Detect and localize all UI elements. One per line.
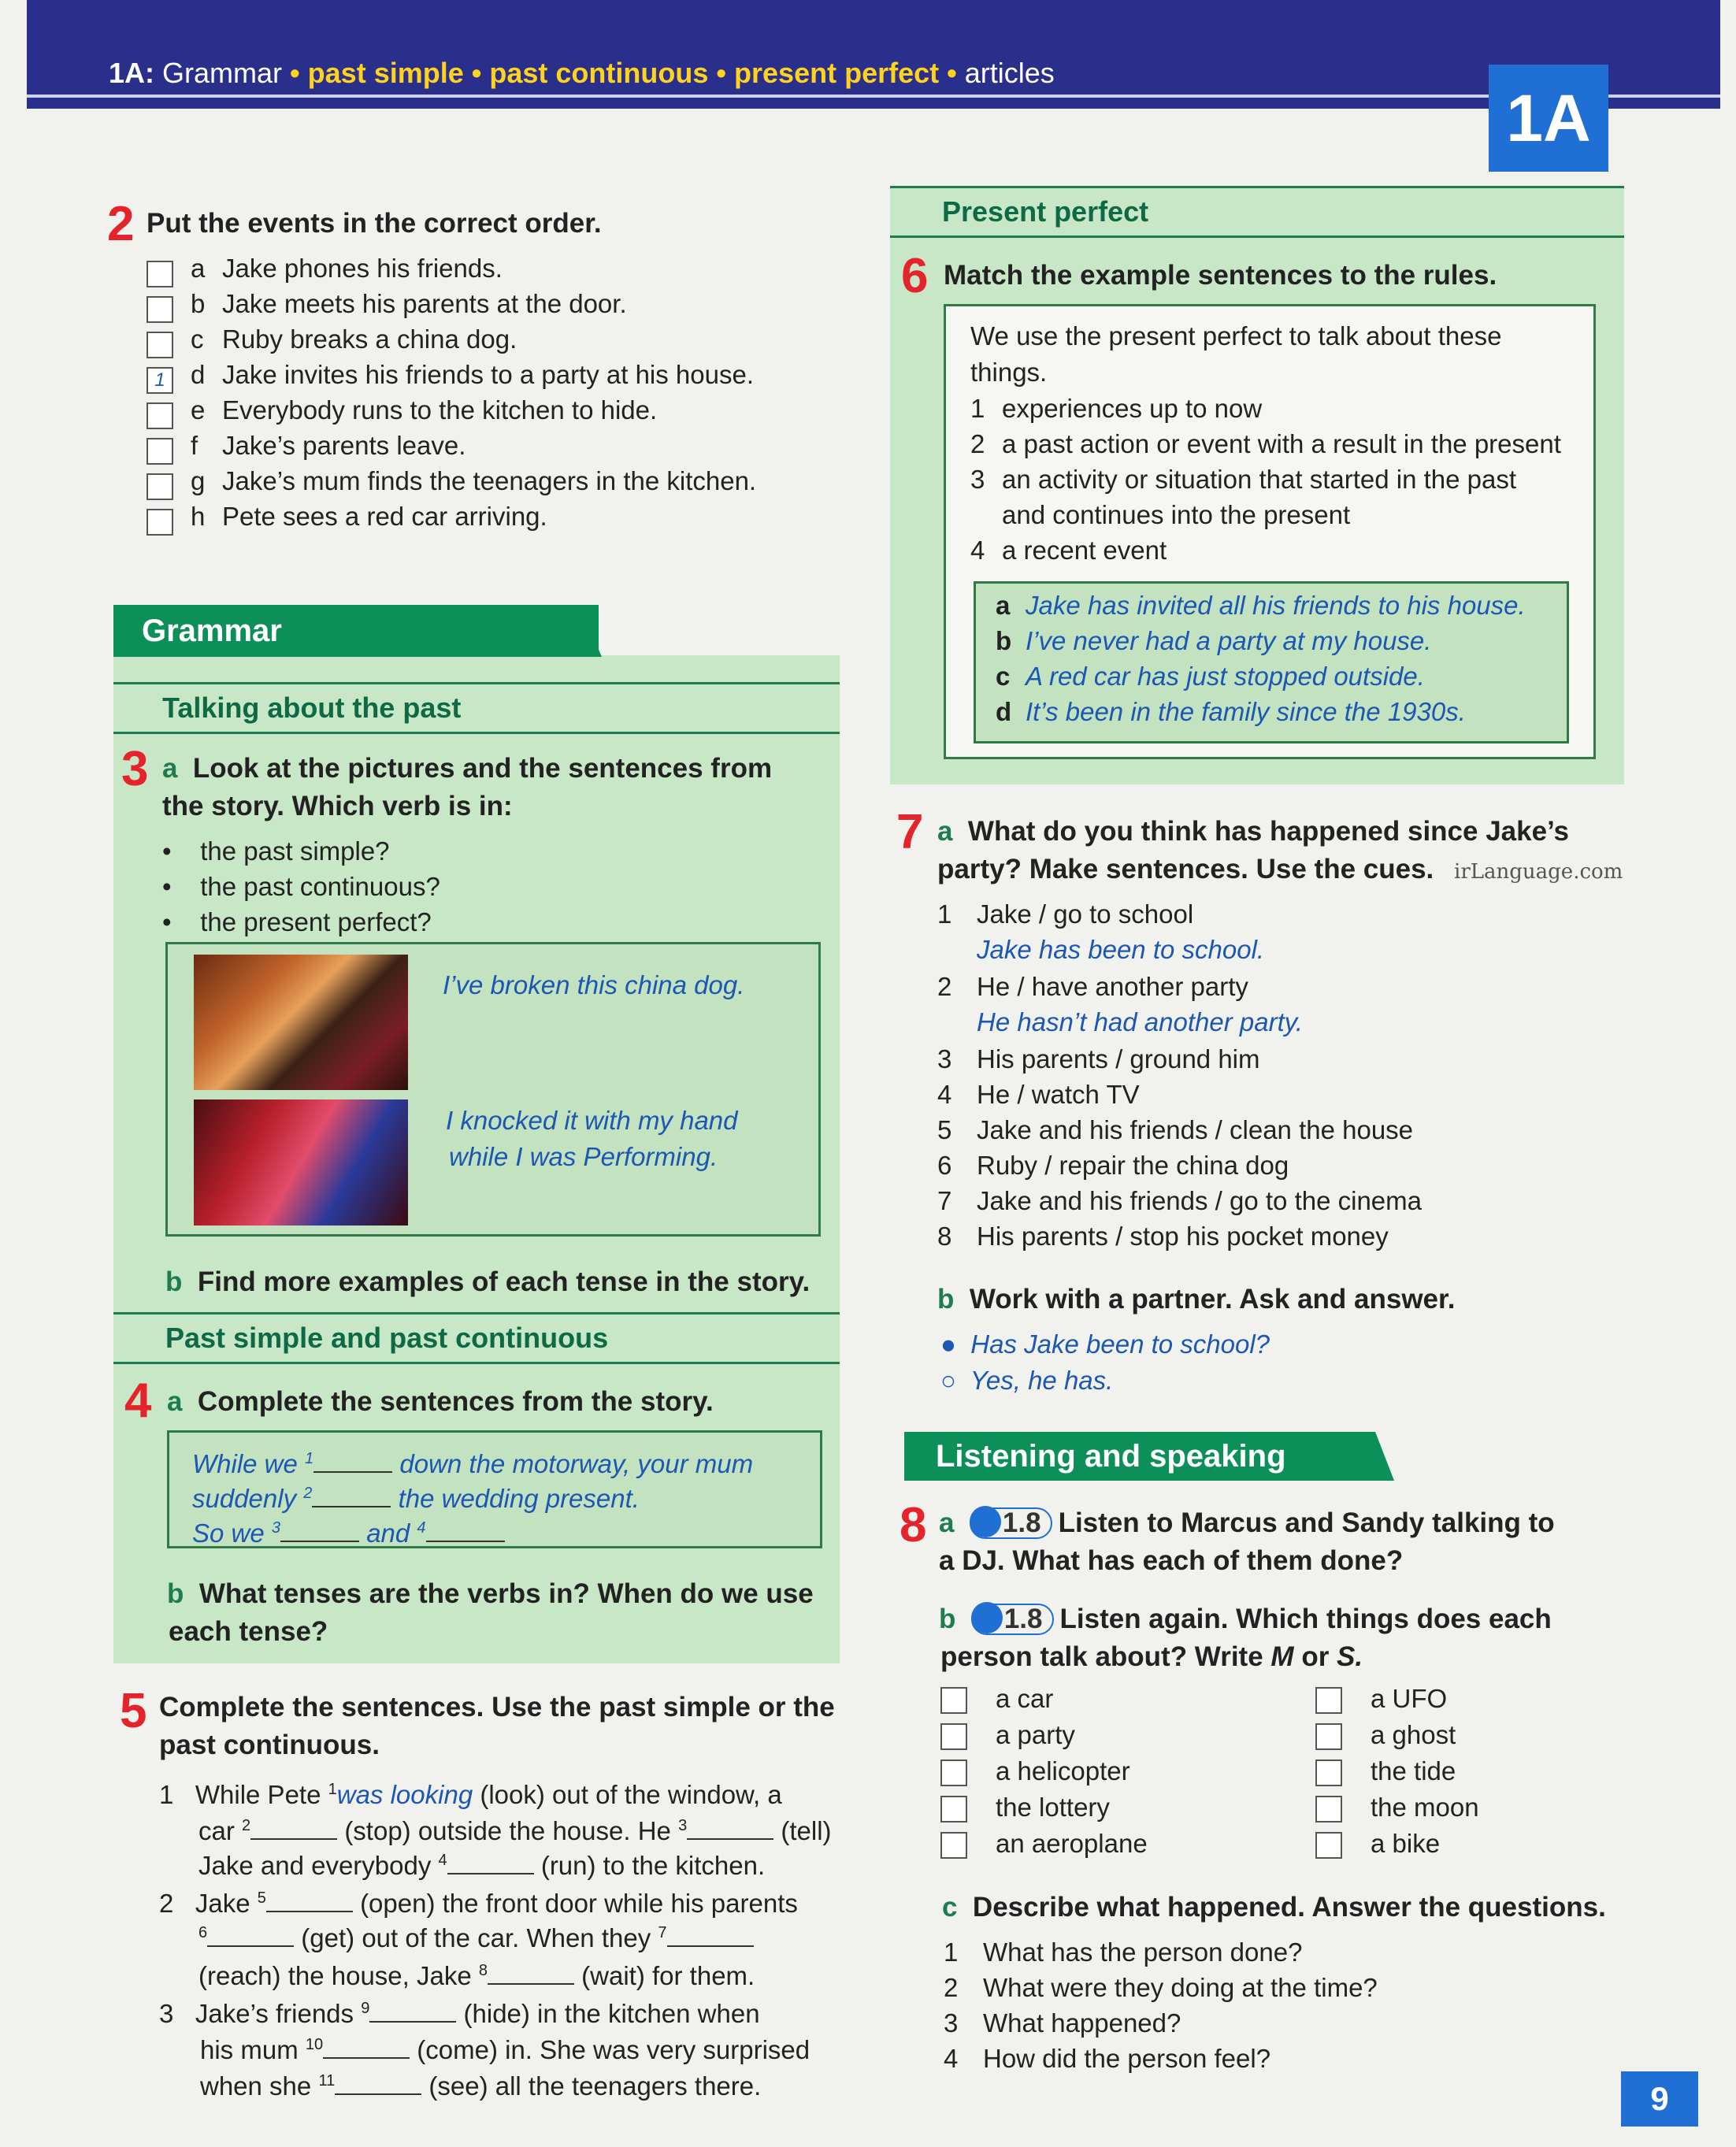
part-a-label: a [937, 816, 953, 847]
exercise-7b-text: Work with a partner. Ask and answer. [969, 1284, 1456, 1315]
answer-box[interactable] [940, 1796, 967, 1823]
exercise-8a [939, 1504, 1555, 1542]
cue-text: His parents / ground him [977, 1044, 1260, 1074]
exercise-8a-line2: a DJ. What has each of them done? [939, 1545, 1404, 1576]
ex5-text: Jake and everybody [198, 1851, 432, 1880]
exercise-2-list [147, 250, 855, 542]
ex8-right-list [1315, 1681, 1615, 1862]
item-text: a ghost [1371, 1720, 1456, 1749]
ex5-text: (hide) in the kitchen when [463, 1999, 760, 2028]
rule-text: a recent event [1002, 536, 1167, 565]
audio-track-button[interactable] [970, 1507, 1052, 1539]
exercise-4b-line2: each tense? [169, 1616, 328, 1647]
list-item [944, 1934, 1605, 1970]
gap-8-blank[interactable] [488, 1983, 574, 1985]
gap-5-blank[interactable] [266, 1911, 353, 1912]
cue-answer: Jake has been to school. [977, 935, 1265, 964]
ex4-text: While we [192, 1449, 298, 1478]
exercise-6-title: Match the example sentences to the rules. [944, 260, 1497, 291]
gap-number: 10 [305, 2036, 324, 2053]
answer-box[interactable] [940, 1687, 967, 1714]
talking-about-past-heading: Talking about the past [113, 682, 840, 734]
header-bar [27, 0, 1720, 109]
item-text: Jake phones his friends. [222, 254, 503, 283]
exercise-8b-line2 [940, 1638, 1363, 1676]
track-number: 1.8 [1002, 1507, 1041, 1538]
ex8b-letter-s: S. [1337, 1641, 1363, 1672]
exercise-7-number: 7 [896, 805, 924, 859]
ex5-text: Jake’s friends [195, 1999, 354, 2028]
bullet-text: the past simple? [200, 836, 390, 866]
part-a-label: a [162, 753, 178, 784]
gap-number: 5 [257, 1889, 266, 1907]
item-text: Jake’s mum finds the teenagers in the kitchen. [222, 466, 757, 495]
past-simple-continuous-heading: Past simple and past continuous [113, 1312, 840, 1364]
exercise-3b-text: Find more examples of each tense in the story. [197, 1266, 811, 1297]
list-item [970, 462, 1593, 497]
item-text: the lottery [996, 1793, 1110, 1822]
sentence-number: 1 [159, 1780, 174, 1809]
list-item [937, 896, 1615, 932]
example-letter: b [996, 626, 1012, 655]
list-item [996, 694, 1563, 729]
question-number: 4 [944, 2044, 959, 2073]
gap-number: 3 [271, 1519, 281, 1537]
order-box[interactable]: 1 [147, 367, 173, 394]
part-b-label: b [165, 1266, 183, 1297]
example-text: A red car has just stopped outside. [1026, 662, 1425, 691]
list-item [147, 250, 503, 287]
part-c-label: c [942, 1892, 958, 1923]
track-number: 1.8 [1003, 1604, 1043, 1634]
cue-number: 2 [937, 972, 952, 1001]
gap-2-blank[interactable] [250, 1838, 337, 1840]
part-b-label: b [937, 1284, 955, 1315]
list-item [996, 623, 1563, 658]
exercise-2-title: Put the events in the correct order. [147, 208, 602, 239]
exercise-3-title [162, 750, 772, 788]
list-item [970, 532, 1593, 568]
item-text: Pete sees a red car arriving. [222, 502, 547, 531]
exercise-5-title-line2: past continuous. [159, 1730, 380, 1760]
question-text: How did the person feel? [983, 2044, 1271, 2073]
ex4-text: and [366, 1518, 410, 1548]
part-b-label: b [167, 1578, 184, 1609]
exercise-6-number: 6 [901, 249, 929, 303]
order-box[interactable] [147, 473, 173, 500]
topic-articles: articles [964, 57, 1055, 89]
question-text: What happened? [983, 2008, 1181, 2038]
cue-text: Jake / go to school [977, 899, 1194, 929]
topic-separator: • [947, 57, 957, 89]
rule-text: and continues into the present [1002, 500, 1351, 529]
exercise-8c-title: Describe what happened. Answer the questions. [972, 1892, 1606, 1923]
list-item [944, 2005, 1605, 2041]
order-box[interactable] [147, 296, 173, 323]
cue-number: 7 [937, 1186, 952, 1215]
item-text: Everybody runs to the kitchen to hide. [222, 395, 658, 425]
cue-number: 1 [937, 899, 952, 929]
ex5-text: (run) to the kitchen. [540, 1851, 766, 1880]
unit-badge: 1A [1489, 65, 1608, 172]
example-text: Jake has invited all his friends to his house. [1026, 591, 1526, 620]
list-item [937, 1148, 1615, 1183]
rule-number: 4 [970, 536, 985, 565]
list-item [937, 1112, 1615, 1148]
ex8b-letter-m: M [1270, 1641, 1294, 1672]
exercise-3-bullets [162, 833, 714, 940]
rules-list [970, 391, 1593, 568]
exercise-4b-line1: What tenses are the verbs in? When do we use [198, 1578, 814, 1609]
ex5-text: (open) the front door while his parents [360, 1889, 798, 1918]
heading-arrow-shape [1366, 1432, 1394, 1481]
list-item [147, 286, 627, 323]
exercise-4-title [167, 1383, 714, 1421]
watermark-text: irLanguage.com [1454, 860, 1623, 884]
question-text: What were they doing at the time? [983, 1973, 1378, 2002]
list-item [970, 426, 1593, 462]
exercise-8a-line1: Listen to Marcus and Sandy talking to [1058, 1507, 1555, 1538]
order-box[interactable] [147, 438, 173, 465]
list-item [940, 1789, 1256, 1826]
present-perfect-heading: Present perfect [890, 186, 1624, 238]
gap-9-blank[interactable] [369, 2021, 456, 2023]
list-item [937, 1077, 1615, 1112]
unit-code: 1A: [109, 57, 155, 89]
sentence-number: 3 [159, 1999, 174, 2028]
list-item [940, 1717, 1256, 1753]
gap-11-blank[interactable] [335, 2093, 421, 2095]
cue-text: He / watch TV [977, 1080, 1140, 1109]
rule-number: 3 [970, 465, 985, 494]
ex5-text: his mum [200, 2035, 299, 2064]
ex5-text: (come) in. She was very surprised [417, 2035, 811, 2064]
exercise-3-number: 3 [121, 742, 149, 796]
gap-number: 6 [198, 1924, 208, 1941]
order-box[interactable] [147, 261, 173, 287]
answer-box[interactable] [1315, 1687, 1342, 1714]
order-box[interactable] [147, 509, 173, 536]
dialogue-question [940, 1326, 1270, 1362]
gap-number: 2 [242, 1817, 251, 1834]
item-letter: a [191, 254, 206, 283]
grammar-heading: Grammar [113, 605, 599, 657]
heading-arrow-shape [570, 605, 602, 657]
ex5-s3-line3 [200, 2064, 761, 2104]
gap-number: 7 [658, 1924, 667, 1941]
item-letter: d [191, 360, 206, 389]
example-text: It’s been in the family since the 1930s. [1026, 697, 1466, 726]
list-item: • the past continuous? [162, 872, 440, 901]
gap-number: 4 [438, 1852, 447, 1869]
ex5-text: While Pete [195, 1780, 321, 1809]
ex5-s1-line1 [159, 1772, 782, 1812]
ex5-s3-line1 [159, 1991, 760, 2031]
listening-heading: Listening and speaking [904, 1432, 1366, 1481]
exercise-8b [939, 1600, 1552, 1638]
ex5-text: car [198, 1816, 235, 1845]
ex8-left-list [940, 1681, 1256, 1862]
story-photo-performing [194, 1099, 408, 1226]
item-letter: h [191, 502, 206, 531]
item-text: Jake meets his parents at the door. [222, 289, 627, 318]
item-letter: b [191, 289, 206, 318]
item-text: the moon [1371, 1793, 1479, 1822]
example-answer: was looking [336, 1780, 473, 1809]
answer-box[interactable] [1315, 1832, 1342, 1859]
list-item [147, 357, 754, 394]
question-text: What has the person done? [983, 1937, 1303, 1967]
ex5-text: (stop) outside the house. He [344, 1816, 671, 1845]
topic-past-continuous: past continuous [489, 57, 709, 89]
rule-text: experiences up to now [1002, 394, 1263, 423]
ex4-text: So we [192, 1518, 265, 1548]
item-text: Jake invites his friends to a party at his house. [222, 360, 755, 389]
example-letter: c [996, 662, 1011, 691]
exercise-7-cues [937, 896, 1615, 1254]
rule-text: an activity or situation that started in the past [1002, 465, 1517, 494]
rule-text: a past action or event with a result in the present [1002, 429, 1561, 458]
cue-number: 8 [937, 1222, 952, 1251]
item-text: a party [996, 1720, 1075, 1749]
item-letter: f [191, 431, 198, 460]
ex5-text: (look) out of the window, a [480, 1780, 782, 1809]
topic-separator: • [290, 57, 300, 89]
question-number: 2 [944, 1973, 959, 2002]
rule-number: 2 [970, 429, 985, 458]
cue-text: Ruby / repair the china dog [977, 1151, 1289, 1180]
ex8b-text: person talk about? Write [940, 1641, 1263, 1672]
ex5-text: when she [200, 2071, 312, 2101]
item-letter: c [191, 324, 204, 354]
example-letter: d [996, 697, 1012, 726]
list-item [996, 658, 1563, 694]
list-item [970, 497, 1593, 532]
ex8b-text: or [1301, 1641, 1330, 1672]
exercise-3b [165, 1263, 810, 1301]
list-item [1315, 1826, 1615, 1862]
story-quote-1: I’ve broken this china dog. [443, 970, 745, 999]
gap-4-blank[interactable] [447, 1873, 534, 1874]
exercise-5-title-line1: Complete the sentences. Use the past simple or the [159, 1692, 835, 1722]
part-a-label: a [167, 1386, 183, 1417]
item-text: the tide [1371, 1756, 1456, 1785]
question-number: 1 [944, 1937, 959, 1967]
cue-answer: He hasn’t had another party. [977, 1007, 1303, 1036]
circle-bullet-icon: ○ [940, 1366, 956, 1395]
list-item [996, 588, 1563, 623]
audio-cd-icon [970, 1506, 1001, 1537]
list-item [147, 463, 756, 500]
sentence-number: 2 [159, 1889, 174, 1918]
bullet-text: the past continuous? [200, 872, 440, 901]
ex5-s2-line2 [198, 1915, 754, 1956]
dialogue-question-text: Has Jake been to school? [970, 1329, 1270, 1359]
example-text: I’ve never had a party at my house. [1026, 626, 1432, 655]
exercise-8c [942, 1889, 1606, 1926]
list-item [944, 2041, 1605, 2076]
topic-separator: • [716, 57, 727, 89]
answer-box[interactable] [1315, 1796, 1342, 1823]
list-item [1315, 1753, 1615, 1789]
answer-box[interactable] [940, 1760, 967, 1786]
list-item [970, 391, 1593, 426]
cue-text: Jake and his friends / clean the house [977, 1115, 1414, 1144]
answer-box[interactable] [1315, 1723, 1342, 1750]
ex5-text: (reach) the house, Jake [198, 1961, 472, 1990]
list-item [1315, 1789, 1615, 1826]
list-item [940, 1753, 1256, 1789]
list-item [940, 1681, 1256, 1717]
cue-number: 5 [937, 1115, 952, 1144]
gap-6-blank[interactable] [207, 1945, 294, 1947]
part-a-label: a [939, 1507, 955, 1538]
ex5-text: (get) out of the car. When they [301, 1923, 651, 1952]
exercise-7b [937, 1281, 1455, 1318]
ex5-text: Jake [195, 1889, 250, 1918]
ex5-text: (wait) for them. [581, 1961, 755, 1990]
answer-box[interactable] [1315, 1760, 1342, 1786]
exercise-7-title-line1: What do you think has happened since Jake’s [967, 816, 1569, 847]
exercise-3-title-line1: Look at the pictures and the sentences from [192, 753, 773, 784]
order-box[interactable] [147, 332, 173, 358]
exercise-8-number: 8 [900, 1498, 927, 1552]
exercise-4b [167, 1575, 814, 1613]
item-letter: g [191, 466, 206, 495]
item-text: Jake’s parents leave. [222, 431, 466, 460]
list-item [1315, 1717, 1615, 1753]
gap-number: 8 [478, 1962, 488, 1979]
answer-box[interactable] [940, 1832, 967, 1859]
exercise-4-title-text: Complete the sentences from the story. [197, 1386, 714, 1417]
item-text: an aeroplane [996, 1829, 1148, 1858]
part-b-label: b [939, 1604, 956, 1634]
gap-number: 9 [361, 2000, 370, 2017]
list-item [147, 392, 657, 429]
list-item [147, 321, 517, 358]
cue-text: His parents / stop his pocket money [977, 1222, 1389, 1251]
ex5-text: (see) all the teenagers there. [428, 2071, 762, 2101]
exercise-7-title-line2-row [937, 851, 1623, 891]
page-number: 9 [1621, 2071, 1698, 2127]
ex5-s2-line3 [198, 1953, 755, 1993]
exercise-7-title-line2: party? Make sentences. Use the cues. [937, 854, 1434, 884]
item-text: a car [996, 1684, 1054, 1713]
topic-separator: • [471, 57, 482, 89]
gap-number: 4 [417, 1519, 426, 1537]
exercise-2-number: 2 [107, 197, 135, 251]
item-text: a UFO [1371, 1684, 1448, 1713]
story-quote-2-line1: I knocked it with my hand [446, 1106, 738, 1135]
exercise-8b-line1: Listen again. Which things does each [1059, 1604, 1552, 1634]
gap-1-blank[interactable] [313, 1471, 392, 1473]
cue-text: He / have another party [977, 972, 1248, 1001]
topic-present-perfect: present perfect [734, 57, 940, 89]
answer-box[interactable] [940, 1723, 967, 1750]
dialogue-answer-text: Yes, he has. [970, 1366, 1114, 1395]
audio-cd-icon [971, 1602, 1003, 1633]
cue-text: Jake and his friends / go to the cinema [977, 1186, 1422, 1215]
cue-number: 6 [937, 1151, 952, 1180]
gap-number: 3 [678, 1817, 688, 1834]
story-quote-2-line2: while I was Performing. [449, 1142, 718, 1171]
list-item [147, 428, 466, 465]
list-item [940, 1826, 1256, 1862]
audio-track-button[interactable] [971, 1604, 1054, 1635]
ex4-text: suddenly [192, 1484, 297, 1513]
gap-number: 11 [318, 2072, 336, 2090]
cue-number: 3 [937, 1044, 952, 1074]
list-item [147, 499, 547, 536]
list-item: • the past simple? [162, 836, 390, 866]
exercise-5-number: 5 [120, 1684, 147, 1738]
gap-7-blank[interactable] [667, 1945, 754, 1947]
ex4-text: down the motorway, your mum [399, 1449, 754, 1478]
rule-number: 1 [970, 394, 985, 423]
item-text: Ruby breaks a china dog. [222, 324, 517, 354]
gap-number: 1 [328, 1781, 337, 1798]
list-item [937, 1041, 1615, 1077]
ex5-text: (tell) [781, 1816, 832, 1845]
ex4-text: the wedding present. [398, 1484, 640, 1513]
exercise-4-number: 4 [124, 1374, 152, 1428]
topic-grammar-label: Grammar [162, 57, 283, 89]
rules-intro-line1: We use the present perfect to talk about these [970, 321, 1502, 350]
gap-10-blank[interactable] [323, 2057, 410, 2059]
ex4-line3 [192, 1511, 505, 1551]
list-item [937, 1218, 1615, 1254]
bullet-text: the present perfect? [200, 907, 432, 936]
topic-past-simple: past simple [307, 57, 464, 89]
unit-topic-line [109, 57, 1055, 90]
bullet-icon: ● [940, 1329, 956, 1359]
ex8c-questions [944, 1934, 1605, 2076]
dialogue-answer [940, 1363, 1113, 1398]
list-item: • the present perfect? [162, 907, 432, 936]
gap-4-blank[interactable] [426, 1541, 505, 1542]
gap-3-blank[interactable] [687, 1838, 773, 1840]
exercise-7-title [937, 813, 1569, 851]
exercise-3-title-line2: the story. Which verb is in: [162, 791, 513, 821]
order-box[interactable] [147, 402, 173, 429]
question-number: 3 [944, 2008, 959, 2038]
gap-3-blank[interactable] [280, 1541, 359, 1542]
list-item [1315, 1681, 1615, 1717]
list-item [944, 1970, 1605, 2005]
item-text: a bike [1371, 1829, 1441, 1858]
examples-list [996, 588, 1563, 729]
gap-2-blank[interactable] [312, 1506, 391, 1507]
ex5-s3-line2 [200, 2027, 810, 2067]
cue-number: 4 [937, 1080, 952, 1109]
item-letter: e [191, 395, 206, 425]
gap-number: 2 [303, 1485, 313, 1502]
story-photo-china-dog [194, 955, 408, 1090]
ex5-s1-line3 [198, 1843, 765, 1883]
list-item [937, 969, 1615, 1004]
item-text: a helicopter [996, 1756, 1130, 1785]
example-letter: a [996, 591, 1011, 620]
list-item [937, 1183, 1615, 1218]
gap-number: 1 [305, 1450, 314, 1467]
rules-intro-line2: things. [970, 358, 1048, 387]
